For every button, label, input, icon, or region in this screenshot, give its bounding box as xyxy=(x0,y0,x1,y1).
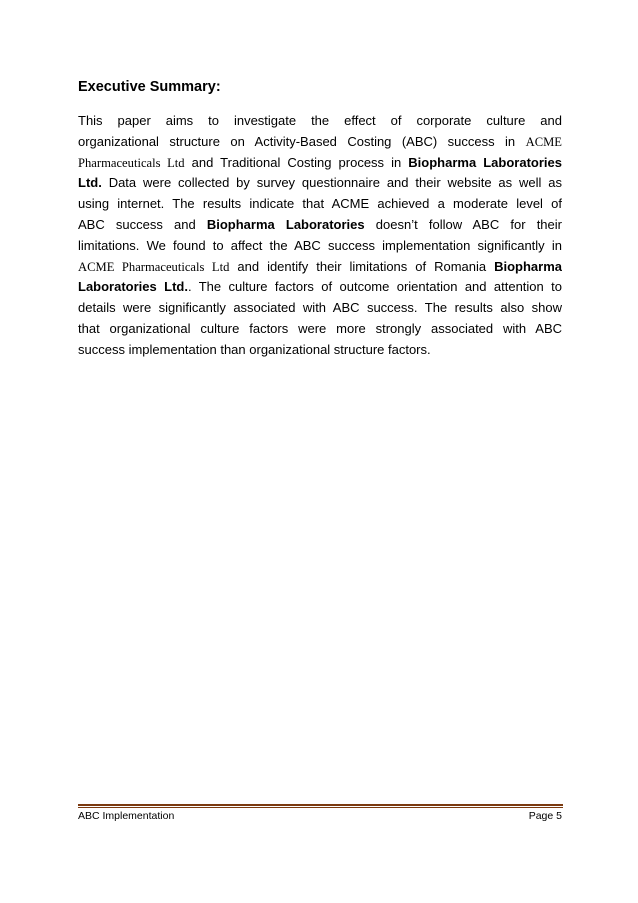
company-name-acme: ACME xyxy=(525,134,562,149)
paragraph-line xyxy=(78,236,562,257)
text-run: organizational structure on Activity-Based Costing (ABC) success in xyxy=(78,133,516,149)
paragraph-line xyxy=(78,153,562,174)
company-name-biopharma: Laboratories Ltd. xyxy=(78,279,188,295)
company-name-acme: ACME Pharmaceuticals Ltd xyxy=(78,259,230,274)
text-run: doesn’t follow ABC for their xyxy=(375,216,562,232)
paragraph-line xyxy=(78,277,562,298)
section-heading: Executive Summary: xyxy=(78,79,221,95)
executive-summary-paragraph xyxy=(78,111,562,361)
paragraph-line xyxy=(78,132,562,153)
text-run: and identify their limitations of Romania xyxy=(237,258,487,274)
text-run: using internet. The results indicate that ACME achieved a moderate level of xyxy=(78,196,562,212)
company-name-biopharma: Ltd. xyxy=(78,175,102,191)
paragraph-line xyxy=(78,111,562,132)
company-name-biopharma: Biopharma Laboratories xyxy=(206,216,365,232)
paragraph-line xyxy=(78,173,562,194)
company-name-acme: Pharmaceuticals Ltd xyxy=(78,155,185,170)
text-run: and Traditional Costing process in xyxy=(191,154,402,170)
footer-rule-thin xyxy=(78,807,563,808)
paragraph-line xyxy=(78,298,562,319)
text-run: Data were collected by survey questionnaire and their website as well as xyxy=(108,175,562,191)
text-run: details were significantly associated with ABC success. The results also show xyxy=(78,300,562,316)
footer-rule xyxy=(78,804,563,806)
text-run: . The culture factors of outcome orientation and attention to xyxy=(187,279,562,295)
text-run: ABC success and xyxy=(78,216,196,232)
paragraph-line xyxy=(78,340,562,361)
paragraph-line xyxy=(78,319,562,340)
footer-title: ABC Implementation xyxy=(78,810,175,822)
paragraph-line xyxy=(78,194,562,215)
text-run: that organizational culture factors were more strongly associated with ABC xyxy=(78,320,562,336)
text-run: success implementation than organizational structure factors. xyxy=(78,341,431,357)
paragraph-line xyxy=(78,215,562,236)
paragraph-line xyxy=(78,257,562,278)
text-run: limitations. We found to affect the ABC success implementation significantly in xyxy=(78,237,562,253)
company-name-biopharma: Biopharma xyxy=(494,258,562,274)
page-number: Page 5 xyxy=(528,810,562,822)
text-run: This paper aims to investigate the effect of corporate culture and xyxy=(78,113,562,128)
company-name-biopharma: Biopharma Laboratories xyxy=(408,154,562,170)
